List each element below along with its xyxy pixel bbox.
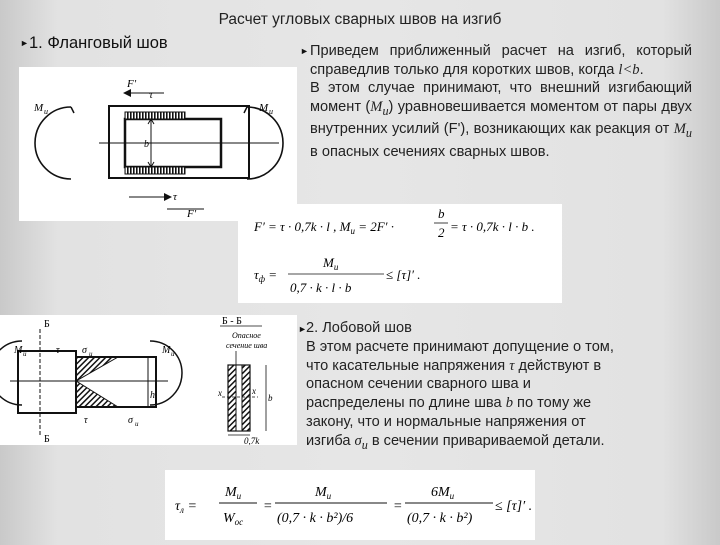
formula-block-flank bbox=[238, 204, 562, 303]
formula-block-frontal bbox=[165, 470, 535, 540]
h-label: h bbox=[150, 390, 155, 401]
svg-text:=: = bbox=[393, 499, 403, 514]
svg-text:и: и bbox=[44, 107, 48, 116]
x-left-label: x bbox=[218, 388, 222, 398]
svg-text:(0,7 · k · b²): (0,7 · k · b²) bbox=[407, 511, 473, 526]
svg-text:Mи: $M_и$ bbox=[225, 485, 242, 501]
svg-text:и: и bbox=[135, 420, 139, 428]
m-left-label: M bbox=[34, 102, 44, 114]
paragraph-flank: Приведем приближенный расчет на изгиб, который справедлив только для коротких швов, когда l<b. В этом случае принимают, что внешний изгибающий момент $(M_и)$ уравновешивается моментом от пары двух внутренних усилий (F'), возникающих как реакция от $M_и$ в опасных сечениях сварных швов. bbox=[310, 43, 692, 160]
tau-top-label: τ bbox=[149, 89, 153, 101]
bullet-icon: ► bbox=[20, 38, 29, 48]
svg-text:0,7 · k · l · b: 0,7 · k · l · b bbox=[290, 280, 352, 295]
svg-text:F′ = τ · 0,7k · l , Mи = 2F′: F′ = τ · 0,7k · l , $M_и = 2F'$ · bbox=[254, 219, 395, 236]
m-right-label: M bbox=[162, 345, 171, 356]
section-mark-top: Б bbox=[44, 319, 50, 330]
svg-text:и: и bbox=[269, 107, 273, 116]
b-label: b bbox=[144, 139, 149, 150]
svg-text:Wос: $W_{ос}$ bbox=[223, 511, 244, 527]
b-label: b bbox=[268, 393, 273, 403]
x-right-label: x bbox=[252, 386, 256, 396]
sigma-bottom-label: σ bbox=[128, 415, 133, 426]
svg-text:и: и bbox=[23, 350, 27, 358]
tau-bottom-label: τ bbox=[84, 415, 88, 426]
f-top-label: F′ bbox=[127, 78, 137, 90]
svg-text:τф =: $\tau_ф$ = bbox=[254, 267, 278, 284]
tau-top-label: τ bbox=[56, 345, 60, 356]
svg-text:≤ [τ]′ .: ≤ [τ]′ . bbox=[495, 499, 533, 514]
m-left-label: M bbox=[14, 345, 23, 356]
f-bottom-label: F′ bbox=[187, 208, 197, 220]
tau-bottom-label: τ bbox=[173, 191, 177, 203]
svg-text:≤ [τ]′ .: ≤ [τ]′ . bbox=[386, 267, 421, 282]
bullet-icon: ► bbox=[298, 324, 307, 334]
sigma-top-label: σ bbox=[82, 345, 87, 356]
danger-section-note-2: сечение шва bbox=[226, 341, 268, 350]
svg-text:(0,7 · k · b²)/6: (0,7 · k · b²)/6 bbox=[277, 511, 354, 526]
frontal-weld-figure bbox=[0, 315, 297, 445]
svg-text:b: b bbox=[438, 206, 445, 221]
slide-title: Расчет угловых сварных швов на изгиб bbox=[218, 11, 502, 28]
svg-text:= τ · 0,7k · l · b .: = τ · 0,7k · l · b . bbox=[450, 219, 535, 234]
m-right-label: M bbox=[259, 102, 269, 114]
svg-text:τл =: $\tau_л$ = bbox=[175, 499, 197, 515]
flank-weld-figure bbox=[19, 67, 297, 221]
svg-text:=: = bbox=[263, 499, 273, 514]
section-heading-flank: 1. Фланговый шов bbox=[29, 34, 168, 52]
section-bb-label: Б - Б bbox=[222, 316, 242, 327]
svg-text:2: 2 bbox=[438, 225, 445, 240]
svg-text:Mи: $M_и$ bbox=[315, 485, 332, 501]
danger-section-note-1: Опасное bbox=[232, 331, 261, 340]
svg-text:и: и bbox=[89, 350, 93, 358]
bullet-icon: ► bbox=[300, 46, 309, 56]
svg-text:6Mи: $6M_и$ bbox=[431, 485, 455, 501]
paragraph-frontal: 2. Лобовой шов В этом расчете принимают допущение о том, что касательные напряжения τ действуют в опасном сечении сварного шва и распределены по длине шва b по тому же закону, что и нормальные напряжения от изгиба $\sigma_и$ в сечении привариваемой детали. bbox=[306, 319, 692, 454]
section-mark-bottom: Б bbox=[44, 434, 50, 445]
svg-text:Mи: $M_и$ bbox=[323, 255, 339, 272]
section-heading-frontal: 2. Лобовой шов bbox=[306, 320, 412, 336]
k-label: 0,7k bbox=[244, 436, 260, 445]
svg-text:и: и bbox=[171, 350, 175, 358]
